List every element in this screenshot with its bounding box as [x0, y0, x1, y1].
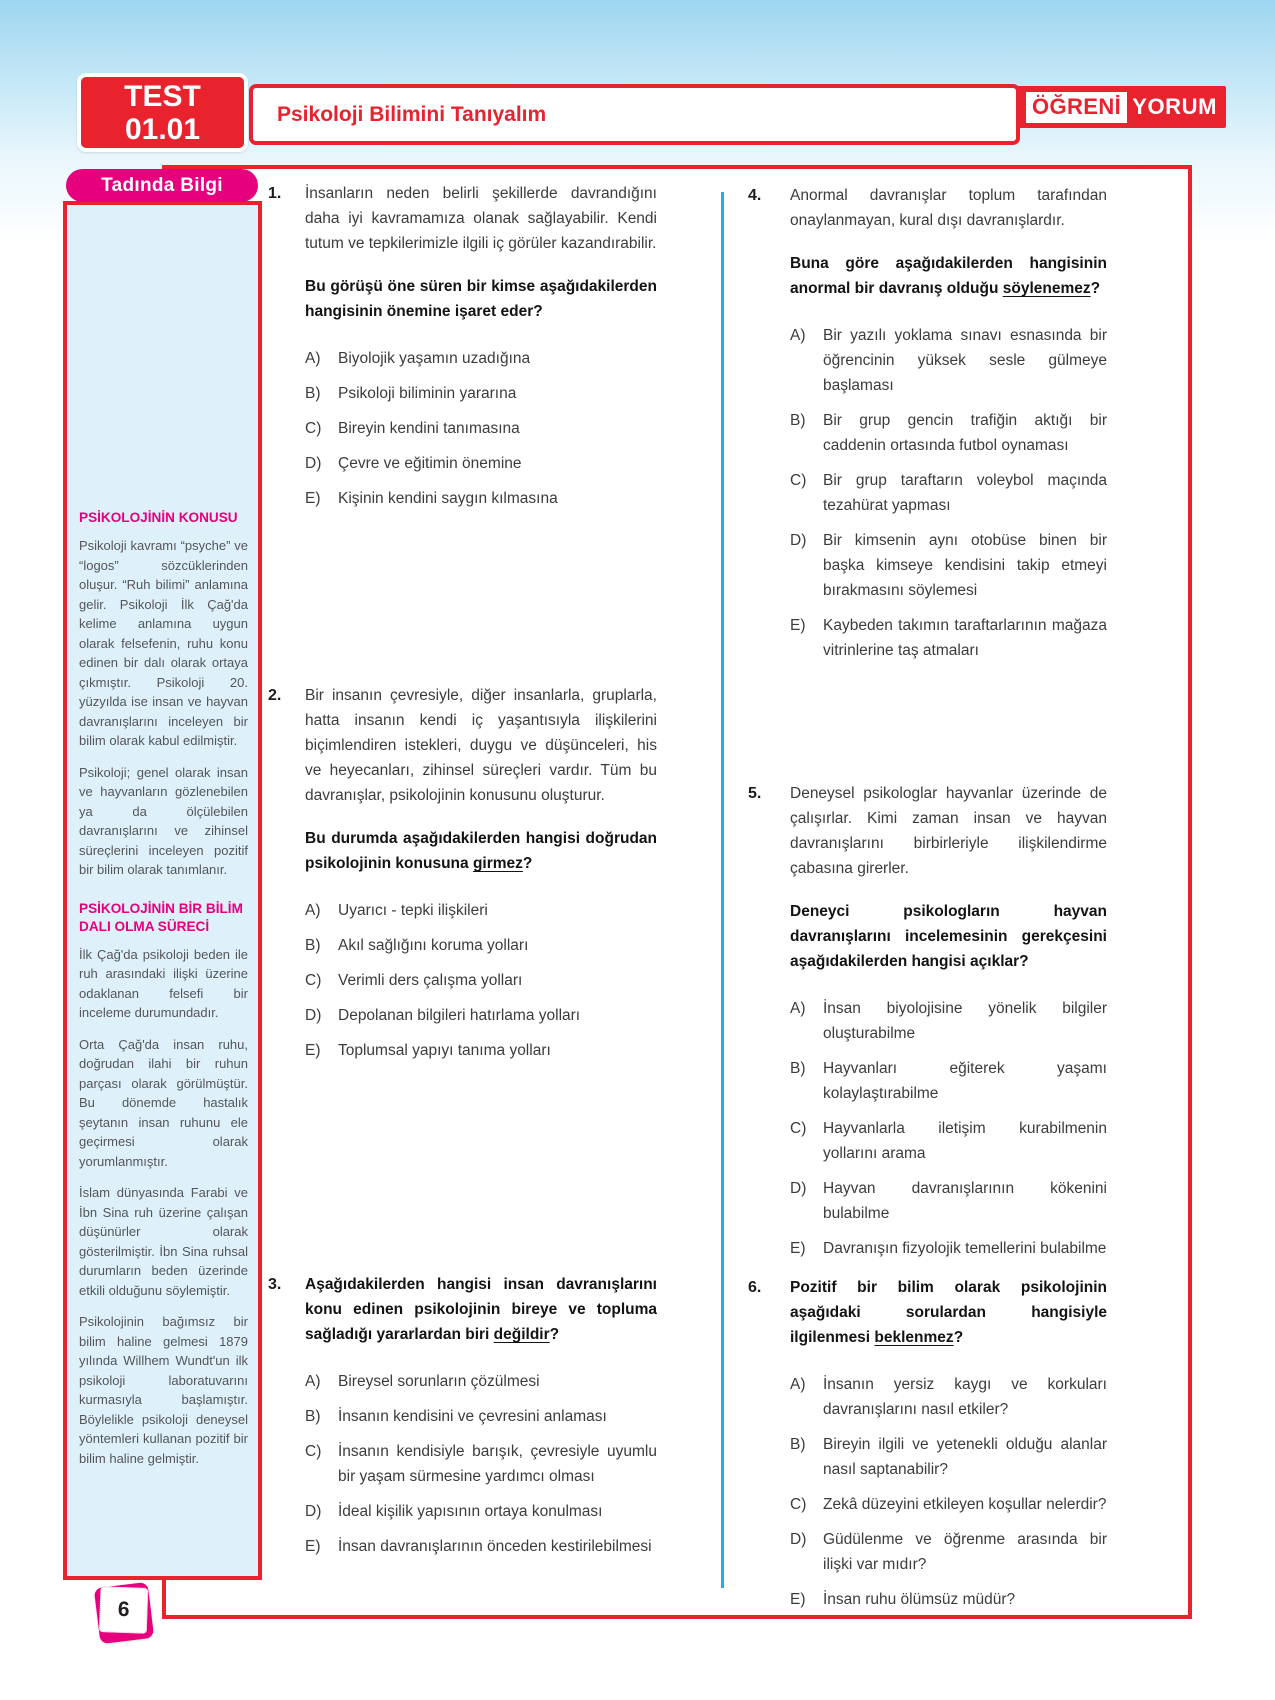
option-text: Davranışın fizyolojik temellerini bulabilme [823, 1240, 1107, 1257]
option-row [790, 1176, 1107, 1226]
question-4 [748, 183, 1107, 673]
prompt-text: Aşağıdakilerden hangisi insan davranışlarını konu edinen psikolojinin bireye ve topluma sağladığı yararlardan biri [305, 1276, 657, 1343]
option-row [305, 451, 657, 476]
sidebar-content [79, 509, 248, 1480]
option-letter: A) [790, 1000, 806, 1017]
option-row [790, 996, 1107, 1046]
option-text: Uyarıcı - tepki ilişkileri [338, 902, 488, 919]
sidebar-paragraph: İlk Çağ'da psikoloji beden ile ruh arasındaki ilişki üzerine odaklanan felsefi bir inceleme durumundadır. [79, 946, 248, 1020]
option-letter: A) [305, 1373, 321, 1390]
option-row [790, 1432, 1107, 1482]
question-body [790, 1275, 1107, 1622]
option-row [790, 408, 1107, 458]
option-letter: A) [305, 350, 321, 367]
question-3 [268, 1272, 657, 1569]
option-row [790, 613, 1107, 663]
option-row [305, 486, 657, 511]
option-text: Bireysel sorunların çözülmesi [338, 1373, 540, 1390]
option-letter: B) [790, 1060, 806, 1077]
option-letter: C) [790, 1120, 807, 1137]
option-text: Bir yazılı yoklama sınavı esnasında bir öğrencinin yüksek sesle gülmeye başlaması [823, 327, 1107, 394]
question-intro: Deneysel psikologlar hayvanlar üzerinde de çalışırlar. Kimi zaman insan ve hayvan davranışlarını birbirleriyle ilişkilendirme çabasına girerler. [790, 785, 1107, 877]
option-text: Akıl sağlığını koruma yolları [338, 937, 529, 954]
question-body [305, 181, 657, 521]
option-text: Bir kimsenin aynı otobüse binen bir başka kimseye kendisini takip etmeyi bırakmasını söylemesi [823, 532, 1107, 599]
column-divider [721, 192, 724, 1588]
option-letter: C) [305, 1443, 322, 1460]
option-text: Kaybeden takımın taraftarlarının mağaza vitrinlerine taş atmaları [823, 617, 1107, 659]
question-6 [748, 1275, 1107, 1622]
option-text: İnsan biyolojisine yönelik bilgiler oluşturabilme [823, 1000, 1107, 1042]
question-prompt [305, 274, 657, 324]
option-row [790, 1116, 1107, 1166]
option-text: İnsan davranışlarının önceden kestirilebilmesi [338, 1538, 652, 1555]
option-text: Depolanan bilgileri hatırlama yolları [338, 1007, 581, 1024]
question-2 [268, 683, 657, 1073]
sidebar-paragraph: Psikoloji kavramı “psyche” ve “logos” sözcüklerinden oluşur. “Ruh bilimi” anlamına gelir. Psikoloji İlk Çağ'da kelime anlamına uygun olarak felsefenin, ruhu konu edinen bir dalı olarak ortaya çıkmıştır. Psikoloji 20. yüzyılda ise insan ve hayvan davranışlarını inceleyen bir bilim olarak kabul edilmiştir. [79, 538, 248, 748]
test-number-box [77, 73, 248, 152]
brand-part-yorum: YORUM [1132, 94, 1218, 119]
option-letter: E) [305, 490, 321, 507]
option-letter: A) [790, 1376, 806, 1393]
prompt-text: Buna göre aşağıdakilerden hangisinin anormal bir davranış olduğu [790, 255, 1107, 297]
brand-logo [1017, 86, 1226, 128]
underline-keyword: söylenemez [1002, 280, 1091, 297]
option-text: Bir grup taraftarın voleybol maçında tezahürat yapması [823, 472, 1107, 514]
sidebar-paragraph: Orta Çağ'da insan ruhu, doğrudan ilahi bir ruhun parçası olarak görülmüştür. Bu dönemde hastalık şeytanın insan ruhunu ele geçirmesi olarak yorumlanmıştır. [79, 1036, 248, 1169]
option-row [305, 968, 657, 993]
question-number: 6. [748, 1279, 762, 1296]
option-text: Psikoloji biliminin yararına [338, 385, 517, 402]
test-number: 01.01 [124, 112, 201, 146]
underline-keyword: girmez [472, 855, 523, 872]
sidebar-paragraph: Psikolojinin bağımsız bir bilim haline gelmesi 1879 yılında Willhem Wundt'un ilk psikoloji laboratuvarını kurmasıyla başlamıştır. Böylelikle psikoloji deneysel yöntemleri kullanan pozitif bir bilim haline gelmiştir. [79, 1314, 248, 1466]
page-number: 6 [99, 1586, 149, 1634]
option-text: İnsanın yersiz kaygı ve korkuları davranışlarını nasıl etkiler? [823, 1376, 1107, 1418]
option-row [305, 1038, 657, 1063]
option-letter: B) [305, 385, 321, 402]
option-text: İnsan ruhu ölümsüz müdür? [823, 1591, 1016, 1608]
question-5 [748, 781, 1107, 1271]
option-row [305, 1499, 657, 1524]
option-letter: E) [790, 1591, 806, 1608]
option-text: Bireyin ilgili ve yetenekli olduğu alanlar nasıl saptanabilir? [823, 1436, 1107, 1478]
option-letter: D) [305, 1007, 322, 1024]
brand-part-ogreni: ÖĞRENİ [1026, 92, 1127, 123]
option-row [305, 416, 657, 441]
option-letter: B) [790, 412, 806, 429]
question-body [305, 683, 657, 1073]
options-list [305, 1369, 657, 1559]
option-text: İdeal kişilik yapısının ortaya konulması [338, 1503, 603, 1520]
option-text: Toplumsal yapıyı tanıma yolları [338, 1042, 551, 1059]
question-prompt [790, 899, 1107, 974]
options-list [305, 346, 657, 511]
question-body [305, 1272, 657, 1569]
question-intro: İnsanların neden belirli şekillerde davrandığını daha iyi kavramamıza olanak sağlayabilir. Kendi tutum ve tepkilerimizle ilgili iç görüler kazandırabilir. [305, 185, 657, 252]
question-prompt [790, 1275, 1107, 1350]
option-row [790, 1492, 1107, 1517]
option-row [790, 323, 1107, 398]
underline-keyword: değildir [493, 1326, 550, 1343]
question-body [790, 781, 1107, 1271]
question-body [790, 183, 1107, 673]
sidebar-paragraph: İslam dünyasında Farabi ve İbn Sina ruh üzerine çalışan düşünürler olarak gösterilmiştir. İbn Sina ruhsal durumların beden üzerinde etkili olduğunu söylemiştir. [79, 1185, 248, 1298]
prompt-text: ? [522, 855, 533, 872]
option-letter: A) [790, 327, 806, 344]
test-label: TEST [124, 79, 201, 113]
option-letter: D) [790, 1531, 807, 1548]
page-number-badge [94, 1582, 154, 1644]
sidebar-badge: Tadında Bilgi [66, 169, 258, 202]
option-row [790, 528, 1107, 603]
option-row [305, 933, 657, 958]
option-row [305, 1404, 657, 1429]
question-number: 4. [748, 187, 762, 204]
option-row [305, 898, 657, 923]
option-row [790, 1527, 1107, 1577]
option-text: Bireyin kendini tanımasına [338, 420, 520, 437]
prompt-text: ? [549, 1326, 560, 1343]
question-intro: Anormal davranışlar toplum tarafından onaylanmayan, kural dışı davranışlardır. [790, 187, 1107, 229]
option-letter: C) [305, 420, 322, 437]
sidebar-info-box [63, 201, 262, 1580]
option-text: Hayvan davranışlarının kökenini bulabilme [823, 1180, 1107, 1222]
question-intro: Bir insanın çevresiyle, diğer insanlarla, gruplarla, hatta insanın kendi iç yaşantısıyla ilişkilerini biçimlendiren istekleri, duygu ve düşünceleri, his ve heyecanları, zihinsel süreçleri vardır. Tüm bu davranışlar, psikolojinin konusunu oluşturur. [305, 687, 657, 804]
sidebar-heading-bilim-dali-sureci: PSİKOLOJİNİN BİR BİLİM DALI OLMA SÜRECİ [79, 900, 243, 934]
option-text: Zekâ düzeyini etkileyen koşullar nelerdir? [823, 1496, 1107, 1513]
prompt-text: ? [953, 1329, 964, 1346]
option-letter: A) [305, 902, 321, 919]
option-text: Bir grup gencin trafiğin aktığı bir caddenin ortasında futbol oynaması [823, 412, 1107, 454]
question-number: 1. [268, 185, 282, 202]
option-letter: C) [790, 1496, 807, 1513]
sidebar-heading-psikolojinin-konusu: PSİKOLOJİNİN KONUSU [79, 510, 238, 525]
option-row [305, 1369, 657, 1394]
option-row [790, 468, 1107, 518]
question-number: 5. [748, 785, 762, 802]
options-list [790, 996, 1107, 1261]
option-row [305, 346, 657, 371]
options-list [305, 898, 657, 1063]
question-prompt [305, 1272, 657, 1347]
question-number: 2. [268, 687, 282, 704]
option-letter: E) [790, 1240, 806, 1257]
option-text: Verimli ders çalışma yolları [338, 972, 523, 989]
option-letter: D) [305, 455, 322, 472]
option-letter: E) [790, 617, 806, 634]
page-title: Psikoloji Bilimini Tanıyalım [277, 102, 547, 126]
option-letter: C) [790, 472, 807, 489]
prompt-text: Bu görüşü öne süren bir kimse aşağıdakilerden hangisinin önemine işaret eder? [305, 278, 657, 320]
option-row [305, 1534, 657, 1559]
underline-keyword: beklenmez [874, 1329, 954, 1346]
option-letter: B) [305, 937, 321, 954]
question-prompt [305, 826, 657, 876]
option-letter: E) [305, 1042, 321, 1059]
option-row [305, 381, 657, 406]
sidebar-paragraph: Psikoloji; genel olarak insan ve hayvanların gözlenebilen ya da ölçülebilen davranışlarını ve zihinsel süreçlerini inceleyen pozitif bir bilim olarak tanımlanır. [79, 764, 248, 877]
option-row [790, 1236, 1107, 1261]
option-letter: D) [790, 532, 807, 549]
option-text: İnsanın kendisini ve çevresini anlaması [338, 1408, 607, 1425]
option-row [305, 1003, 657, 1028]
option-text: Biyolojik yaşamın uzadığına [338, 350, 531, 367]
prompt-text: Bu durumda aşağıdakilerden hangisi doğrudan psikolojinin konusuna [305, 830, 657, 872]
option-text: Çevre ve eğitimin önemine [338, 455, 522, 472]
option-letter: C) [305, 972, 322, 989]
option-letter: D) [790, 1180, 807, 1197]
options-list [790, 1372, 1107, 1612]
option-text: Hayvanları eğiterek yaşamı kolaylaştırabilme [823, 1060, 1107, 1102]
prompt-text: Pozitif bir bilim olarak psikolojinin aşağıdaki sorulardan hangisiyle ilgilenmesi [790, 1279, 1107, 1346]
option-row [790, 1372, 1107, 1422]
option-letter: E) [305, 1538, 321, 1555]
question-1 [268, 181, 657, 521]
option-text: Kişinin kendini saygın kılmasına [338, 490, 558, 507]
option-letter: D) [305, 1503, 322, 1520]
option-letter: B) [790, 1436, 806, 1453]
question-prompt [790, 251, 1107, 301]
prompt-text: ? [1090, 280, 1101, 297]
option-text: Güdülenme ve öğrenme arasında bir ilişki var mıdır? [823, 1531, 1107, 1573]
option-row [790, 1587, 1107, 1612]
option-row [790, 1056, 1107, 1106]
option-row [305, 1439, 657, 1489]
title-bar [249, 84, 1020, 145]
prompt-text: Deneyci psikologların hayvan davranışlarını incelemesinin gerekçesini aşağıdakilerden hangisi açıklar? [790, 903, 1107, 970]
option-text: İnsanın kendisiyle barışık, çevresiyle uyumlu bir yaşam sürmesine yardımcı olması [338, 1443, 657, 1485]
options-list [790, 323, 1107, 663]
question-number: 3. [268, 1276, 282, 1293]
option-letter: B) [305, 1408, 321, 1425]
option-text: Hayvanlarla iletişim kurabilmenin yollarını arama [823, 1120, 1107, 1162]
